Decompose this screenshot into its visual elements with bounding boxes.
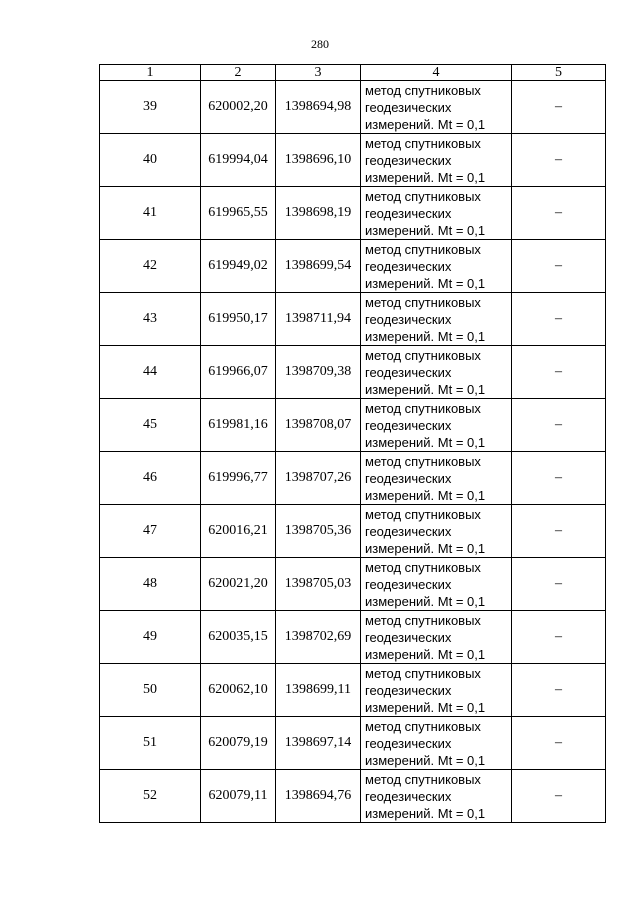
method-text-line-1: метод спутниковых: [365, 559, 481, 575]
method-cell: [361, 717, 512, 770]
method-text-line-2: геодезических: [365, 576, 452, 592]
column-5-cell: –: [512, 611, 606, 664]
y-coordinate-cell: 1398696,10: [276, 134, 361, 187]
column-header-4: 4: [361, 65, 512, 81]
x-coordinate-cell: 620016,21: [201, 505, 276, 558]
point-number-cell: 43: [100, 293, 201, 346]
method-text-line-2: геодезических: [365, 152, 452, 168]
table-row: [100, 664, 606, 717]
y-coordinate-cell: 1398699,11: [276, 664, 361, 717]
column-header-3: 3: [276, 65, 361, 81]
method-text-line-1: метод спутниковых: [365, 718, 481, 734]
column-5-cell: –: [512, 240, 606, 293]
method-text-line-2: геодезических: [365, 629, 452, 645]
point-number-cell: 40: [100, 134, 201, 187]
page-number: 280: [311, 37, 329, 51]
method-text-line-2: геодезических: [365, 99, 452, 115]
point-number-cell: 51: [100, 717, 201, 770]
method-text-line-3: измерений. Mt = 0,1: [365, 381, 486, 397]
method-text-line-2: геодезических: [365, 311, 452, 327]
method-text-line-1: метод спутниковых: [365, 665, 481, 681]
y-coordinate-cell: 1398708,07: [276, 399, 361, 452]
point-number-cell: 52: [100, 770, 201, 823]
method-text-line-3: измерений. Mt = 0,1: [365, 328, 486, 344]
x-coordinate-cell: 619966,07: [201, 346, 276, 399]
method-cell: [361, 664, 512, 717]
table-row: [100, 505, 606, 558]
point-number-cell: 45: [100, 399, 201, 452]
x-coordinate-cell: 620035,15: [201, 611, 276, 664]
method-text-line-2: геодезических: [365, 682, 452, 698]
method-text-line-3: измерений. Mt = 0,1: [365, 593, 486, 609]
method-text-line-2: геодезических: [365, 788, 452, 804]
x-coordinate-cell: 620002,20: [201, 81, 276, 134]
method-text-line-2: геодезических: [365, 470, 452, 486]
point-number-cell: 47: [100, 505, 201, 558]
method-text-line-2: геодезических: [365, 364, 452, 380]
table-header-row: [100, 65, 606, 81]
method-text-line-1: метод спутниковых: [365, 347, 481, 363]
table-body: [100, 65, 606, 823]
x-coordinate-cell: 619996,77: [201, 452, 276, 505]
y-coordinate-cell: 1398697,14: [276, 717, 361, 770]
table-row: [100, 611, 606, 664]
column-5-cell: –: [512, 558, 606, 611]
point-number-cell: 48: [100, 558, 201, 611]
x-coordinate-cell: 620079,19: [201, 717, 276, 770]
x-coordinate-cell: 619965,55: [201, 187, 276, 240]
method-text-line-3: измерений. Mt = 0,1: [365, 434, 486, 450]
method-text-line-3: измерений. Mt = 0,1: [365, 275, 486, 291]
point-number-cell: 44: [100, 346, 201, 399]
column-5-cell: –: [512, 399, 606, 452]
method-text-line-1: метод спутниковых: [365, 771, 481, 787]
method-text-line-1: метод спутниковых: [365, 135, 481, 151]
y-coordinate-cell: 1398699,54: [276, 240, 361, 293]
column-5-cell: –: [512, 452, 606, 505]
method-text-line-1: метод спутниковых: [365, 82, 481, 98]
method-text-line-3: измерений. Mt = 0,1: [365, 169, 486, 185]
x-coordinate-cell: 620021,20: [201, 558, 276, 611]
table-row: [100, 346, 606, 399]
table-row: [100, 187, 606, 240]
y-coordinate-cell: 1398702,69: [276, 611, 361, 664]
x-coordinate-cell: 620079,11: [201, 770, 276, 823]
y-coordinate-cell: 1398705,03: [276, 558, 361, 611]
method-text-line-3: измерений. Mt = 0,1: [365, 646, 486, 662]
method-text-line-2: геодезических: [365, 205, 452, 221]
method-cell: [361, 558, 512, 611]
method-text-line-2: геодезических: [365, 258, 452, 274]
method-text-line-1: метод спутниковых: [365, 294, 481, 310]
method-cell: [361, 187, 512, 240]
method-text-line-2: геодезических: [365, 735, 452, 751]
y-coordinate-cell: 1398694,98: [276, 81, 361, 134]
table-row: [100, 240, 606, 293]
method-cell: [361, 134, 512, 187]
y-coordinate-cell: 1398694,76: [276, 770, 361, 823]
method-text-line-3: измерений. Mt = 0,1: [365, 752, 486, 768]
method-cell: [361, 770, 512, 823]
y-coordinate-cell: 1398711,94: [276, 293, 361, 346]
point-number-cell: 42: [100, 240, 201, 293]
table-row: [100, 134, 606, 187]
column-5-cell: –: [512, 81, 606, 134]
table-row: [100, 770, 606, 823]
column-5-cell: –: [512, 664, 606, 717]
method-text-line-3: измерений. Mt = 0,1: [365, 222, 486, 238]
table-row: [100, 452, 606, 505]
column-5-cell: –: [512, 717, 606, 770]
x-coordinate-cell: 619994,04: [201, 134, 276, 187]
method-cell: [361, 611, 512, 664]
table-row: [100, 717, 606, 770]
column-5-cell: –: [512, 346, 606, 399]
x-coordinate-cell: 619949,02: [201, 240, 276, 293]
method-text-line-2: геодезических: [365, 523, 452, 539]
method-text-line-1: метод спутниковых: [365, 188, 481, 204]
x-coordinate-cell: 619950,17: [201, 293, 276, 346]
column-5-cell: –: [512, 187, 606, 240]
column-5-cell: –: [512, 293, 606, 346]
column-5-cell: –: [512, 505, 606, 558]
y-coordinate-cell: 1398709,38: [276, 346, 361, 399]
column-header-2: 2: [201, 65, 276, 81]
table-row: [100, 81, 606, 134]
method-text-line-1: метод спутниковых: [365, 400, 481, 416]
point-number-cell: 39: [100, 81, 201, 134]
method-cell: [361, 505, 512, 558]
point-number-cell: 46: [100, 452, 201, 505]
y-coordinate-cell: 1398705,36: [276, 505, 361, 558]
method-cell: [361, 81, 512, 134]
method-text-line-1: метод спутниковых: [365, 453, 481, 469]
point-number-cell: 49: [100, 611, 201, 664]
table-row: [100, 558, 606, 611]
y-coordinate-cell: 1398707,26: [276, 452, 361, 505]
method-cell: [361, 399, 512, 452]
y-coordinate-cell: 1398698,19: [276, 187, 361, 240]
table-row: [100, 293, 606, 346]
method-text-line-3: измерений. Mt = 0,1: [365, 540, 486, 556]
table-row: [100, 399, 606, 452]
method-text-line-1: метод спутниковых: [365, 506, 481, 522]
method-text-line-3: измерений. Mt = 0,1: [365, 487, 486, 503]
method-cell: [361, 346, 512, 399]
method-text-line-2: геодезических: [365, 417, 452, 433]
method-text-line-3: измерений. Mt = 0,1: [365, 116, 486, 132]
column-5-cell: –: [512, 770, 606, 823]
method-text-line-1: метод спутниковых: [365, 612, 481, 628]
column-5-cell: –: [512, 134, 606, 187]
x-coordinate-cell: 620062,10: [201, 664, 276, 717]
method-cell: [361, 452, 512, 505]
x-coordinate-cell: 619981,16: [201, 399, 276, 452]
column-header-5: 5: [512, 65, 606, 81]
column-header-1: 1: [100, 65, 201, 81]
method-cell: [361, 240, 512, 293]
coordinates-table: [99, 64, 606, 823]
method-text-line-3: измерений. Mt = 0,1: [365, 699, 486, 715]
method-cell: [361, 293, 512, 346]
point-number-cell: 41: [100, 187, 201, 240]
method-text-line-1: метод спутниковых: [365, 241, 481, 257]
method-text-line-3: измерений. Mt = 0,1: [365, 805, 486, 821]
point-number-cell: 50: [100, 664, 201, 717]
